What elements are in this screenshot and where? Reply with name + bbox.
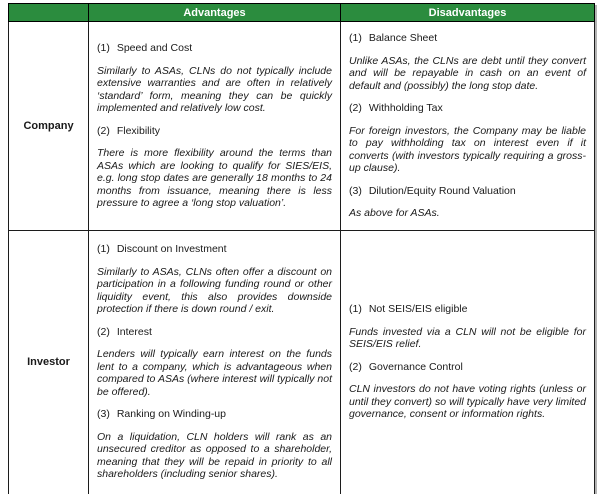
list-item bbox=[97, 408, 332, 481]
item-title-text: Governance Control bbox=[368, 360, 463, 373]
table-row-investor bbox=[9, 230, 595, 494]
item-title bbox=[349, 32, 586, 45]
list-item bbox=[97, 125, 332, 210]
item-body: Lenders will typically earn interest on the funds lent to a company, which is advantageous when compared to ASAs (where interest will typically not be offered). bbox=[97, 348, 332, 398]
list-item bbox=[97, 243, 332, 316]
item-body: As above for ASAs. bbox=[349, 207, 440, 219]
item-title-text: Flexibility bbox=[116, 124, 161, 137]
item-title bbox=[349, 303, 586, 316]
header-row bbox=[9, 4, 595, 22]
item-title bbox=[349, 185, 586, 198]
item-number: (1) bbox=[97, 243, 110, 256]
list-item bbox=[349, 32, 586, 92]
header-disadvantages: Disadvantages bbox=[341, 4, 595, 22]
item-body: Funds invested via a CLN will not be eligible for SEIS/EIS relief. bbox=[349, 325, 586, 351]
investor-advantages-cell bbox=[89, 230, 341, 494]
item-title-text: Withholding Tax bbox=[368, 102, 443, 114]
item-number: (3) bbox=[349, 184, 362, 197]
list-item bbox=[349, 185, 586, 220]
item-title bbox=[97, 42, 332, 55]
item-title-text: Speed and Cost bbox=[116, 42, 193, 54]
item-title-text: Not SEIS/EIS eligible bbox=[368, 303, 468, 316]
item-body: Unlike ASAs, the CLNs are debt until they convert and will be repayable in cash on an event of default and (possibly) the long stop date. bbox=[349, 54, 586, 92]
item-body: CLN investors do not have voting rights (unless or until they convert) so will typically have very limited governance, consent or information rights. bbox=[349, 383, 586, 421]
item-title bbox=[97, 326, 332, 339]
list-item bbox=[97, 42, 332, 115]
item-number: (1) bbox=[97, 42, 110, 54]
item-body: Similarly to ASAs, CLNs often offer a discount on participation in a following funding round or other liquidity event, this also provides downside protection if there is down round / exit. bbox=[97, 265, 332, 316]
company-advantages-cell bbox=[89, 22, 341, 231]
item-title bbox=[349, 102, 586, 115]
item-body: On a liquidation, CLN holders will rank as an unsecured creditor as opposed to a shareholder, meaning that they will be repaid in priority to all shareholders (including senior shares). bbox=[97, 430, 332, 481]
item-body: There is more flexibility around the terms than ASAs which are looking to qualify for SIES/EIS, e.g. long stop dates are generally 18 months to 24 months from issuance, meaning there is less pressure to agree a ‘long stop valuation’. bbox=[97, 147, 332, 209]
row-label-investor: Investor bbox=[9, 230, 89, 494]
item-title-text: Discount on Investment bbox=[116, 243, 227, 256]
item-number: (2) bbox=[97, 325, 110, 338]
item-title-text: Balance Sheet bbox=[368, 32, 438, 44]
list-item bbox=[349, 102, 586, 175]
item-number: (3) bbox=[97, 408, 110, 421]
list-item bbox=[349, 361, 586, 421]
item-number: (1) bbox=[349, 32, 362, 44]
item-title-text: Dilution/Equity Round Valuation bbox=[368, 184, 516, 197]
item-number: (2) bbox=[349, 360, 362, 373]
header-advantages: Advantages bbox=[89, 4, 341, 22]
table-row-company bbox=[9, 22, 595, 231]
item-number: (2) bbox=[97, 124, 110, 137]
investor-disadvantages-cell bbox=[341, 230, 595, 494]
list-item bbox=[349, 303, 586, 351]
item-title-text: Interest bbox=[116, 325, 152, 338]
item-number: (2) bbox=[349, 102, 362, 114]
list-item bbox=[97, 326, 332, 399]
item-number: (1) bbox=[349, 303, 362, 316]
item-title bbox=[97, 243, 332, 256]
header-corner-cell bbox=[9, 4, 89, 22]
cln-comparison-table bbox=[8, 3, 595, 494]
item-title-text: Ranking on Winding-up bbox=[116, 408, 226, 421]
item-title bbox=[97, 408, 332, 421]
item-body: Similarly to ASAs, CLNs do not typically include extensive warranties and are often in relatively ‘standard’ form, meaning they can be quickly implemented and relatively low cost. bbox=[97, 64, 332, 114]
item-body: For foreign investors, the Company may be liable to pay withholding tax on interest even if it converts (with investors typically requiring a gross-up clause). bbox=[349, 124, 586, 174]
row-label-company: Company bbox=[9, 22, 89, 231]
item-title bbox=[349, 361, 586, 374]
item-title bbox=[97, 125, 332, 138]
company-disadvantages-cell bbox=[341, 22, 595, 231]
